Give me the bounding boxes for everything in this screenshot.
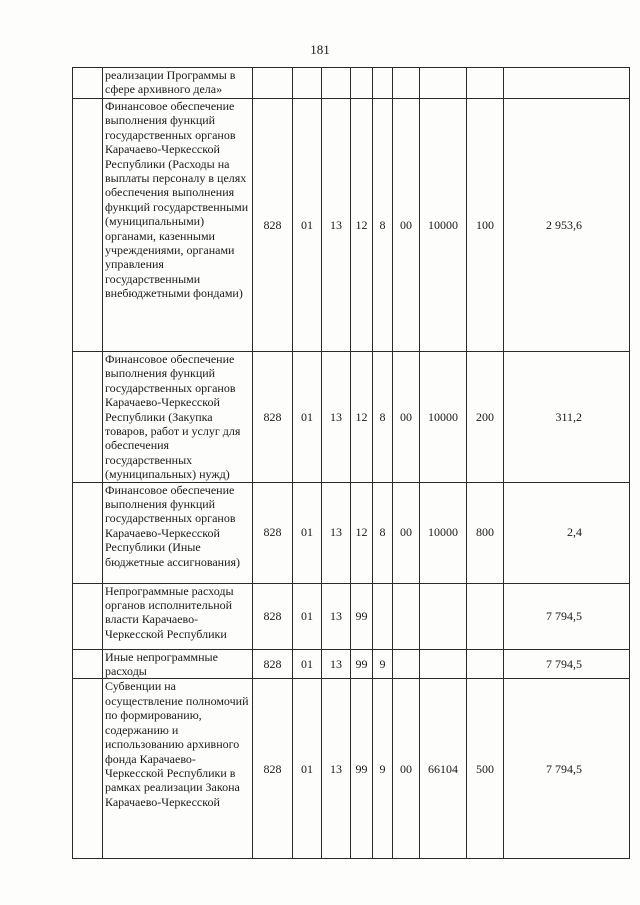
amount-cell: 2,4 <box>504 482 630 583</box>
subsection-code-cell: 13 <box>322 352 351 483</box>
event-code-cell: 00 <box>393 482 420 583</box>
row-name-cell: Финансовое обеспечение выполнения функций государственных органов Карачаево-Черкесской Республики (Закупка товаров, работ и услуг для обеспечения государственных (муниципальных) нужд) <box>103 352 253 483</box>
program-code-cell: 99 <box>351 583 373 649</box>
event-code-cell <box>393 583 420 649</box>
table-row <box>73 352 630 483</box>
amount-cell: 2 953,6 <box>504 99 630 352</box>
subsection-code-cell: 13 <box>322 482 351 583</box>
amount-cell <box>504 68 630 99</box>
section-code-cell: 01 <box>293 482 322 583</box>
grbs-code-cell <box>253 68 293 99</box>
grbs-code-cell: 828 <box>253 352 293 483</box>
page-number: 181 <box>310 42 330 57</box>
row-number-cell <box>73 649 103 679</box>
grbs-code-cell: 828 <box>253 649 293 679</box>
grbs-code-cell: 828 <box>253 482 293 583</box>
subsection-code-cell <box>322 68 351 99</box>
expense-type-cell: 100 <box>467 99 504 352</box>
section-code-cell: 01 <box>293 583 322 649</box>
table-row <box>73 99 630 352</box>
row-name-cell: Иные непрограммные расходы <box>103 649 253 679</box>
subsection-code-cell: 13 <box>322 649 351 679</box>
expense-type-cell: 500 <box>467 679 504 859</box>
row-number-cell <box>73 68 103 99</box>
subprogram-code-cell <box>373 583 393 649</box>
direction-code-cell <box>420 649 467 679</box>
program-code-cell: 99 <box>351 679 373 859</box>
subprogram-code-cell: 8 <box>373 352 393 483</box>
section-code-cell: 01 <box>293 352 322 483</box>
expense-type-cell <box>467 583 504 649</box>
event-code-cell <box>393 649 420 679</box>
subprogram-code-cell: 8 <box>373 99 393 352</box>
program-code-cell: 12 <box>351 352 373 483</box>
program-code-cell <box>351 68 373 99</box>
row-number-cell <box>73 352 103 483</box>
table-row <box>73 649 630 679</box>
row-number-cell <box>73 482 103 583</box>
subsection-code-cell: 13 <box>322 99 351 352</box>
section-code-cell: 01 <box>293 99 322 352</box>
amount-cell: 7 794,5 <box>504 649 630 679</box>
direction-code-cell: 10000 <box>420 482 467 583</box>
amount-cell: 7 794,5 <box>504 679 630 859</box>
row-name-cell: Финансовое обеспечение выполнения функций государственных органов Карачаево-Черкесской Республики (Иные бюджетные ассигнования) <box>103 482 253 583</box>
program-code-cell: 99 <box>351 649 373 679</box>
section-code-cell <box>293 68 322 99</box>
section-code-cell: 01 <box>293 649 322 679</box>
direction-code-cell: 10000 <box>420 352 467 483</box>
subprogram-code-cell: 9 <box>373 649 393 679</box>
grbs-code-cell: 828 <box>253 679 293 859</box>
grbs-code-cell: 828 <box>253 583 293 649</box>
event-code-cell: 00 <box>393 352 420 483</box>
subsection-code-cell: 13 <box>322 583 351 649</box>
table-row <box>73 679 630 859</box>
expense-type-cell <box>467 649 504 679</box>
row-name-cell: реализации Программы в сфере архивного дела» <box>103 68 253 99</box>
table-row <box>73 583 630 649</box>
expense-type-cell <box>467 68 504 99</box>
direction-code-cell: 66104 <box>420 679 467 859</box>
budget-table <box>72 67 630 859</box>
row-number-cell <box>73 583 103 649</box>
subprogram-code-cell: 8 <box>373 482 393 583</box>
row-number-cell <box>73 99 103 352</box>
table-row <box>73 68 630 99</box>
subprogram-code-cell <box>373 68 393 99</box>
program-code-cell: 12 <box>351 99 373 352</box>
subsection-code-cell: 13 <box>322 679 351 859</box>
event-code-cell: 00 <box>393 679 420 859</box>
row-name-cell: Субвенции на осуществление полномочий по формированию, содержанию и использованию архивного фонда Карачаево-Черкесской Республики в рамках реализации Закона Карачаево-Черкесской <box>103 679 253 859</box>
subprogram-code-cell: 9 <box>373 679 393 859</box>
direction-code-cell: 10000 <box>420 99 467 352</box>
expense-type-cell: 800 <box>467 482 504 583</box>
grbs-code-cell: 828 <box>253 99 293 352</box>
row-name-cell: Непрограммные расходы органов исполнительной власти Карачаево-Черкесской Республики <box>103 583 253 649</box>
row-number-cell <box>73 679 103 859</box>
section-code-cell: 01 <box>293 679 322 859</box>
amount-cell: 311,2 <box>504 352 630 483</box>
event-code-cell <box>393 68 420 99</box>
event-code-cell: 00 <box>393 99 420 352</box>
direction-code-cell <box>420 68 467 99</box>
expense-type-cell: 200 <box>467 352 504 483</box>
program-code-cell: 12 <box>351 482 373 583</box>
amount-cell: 7 794,5 <box>504 583 630 649</box>
direction-code-cell <box>420 583 467 649</box>
row-name-cell: Финансовое обеспечение выполнения функций государственных органов Карачаево-Черкесской Республики (Расходы на выплаты персоналу в целях обеспечения выполнения функций государственными (муниципальными) органами, казенными учреждениями, органами управления государственными внебюджетными фондами) <box>103 99 253 352</box>
table-row <box>73 482 630 583</box>
